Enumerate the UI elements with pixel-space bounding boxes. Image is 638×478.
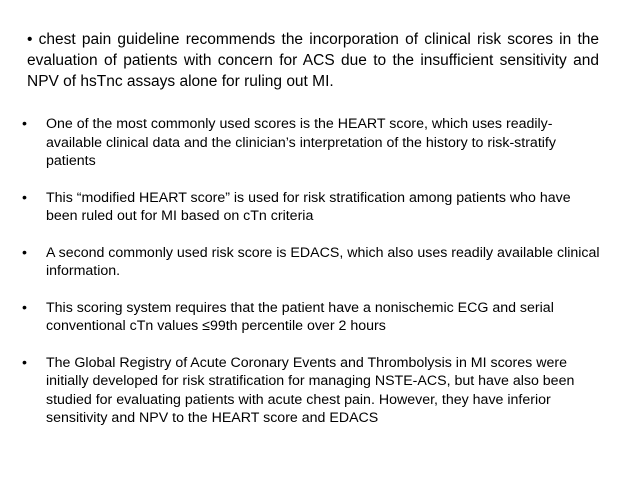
bullet-text: This scoring system requires that the patient have a nonischemic ECG and serial conventional cTn values ≤99th percentile over 2 hours [46,299,554,334]
bullet-item-edacs [22,244,602,281]
bullet-icon: • [22,299,27,316]
bullet-text: One of the most commonly used scores is the HEART score, which uses readily-available clinical data and the clinician’s interpretation of the history to risk-stratify patients [46,116,556,169]
bullet-text: The Global Registry of Acute Coronary Events and Thrombolysis in MI scores were initially developed for risk stratification for managing NSTE-ACS, but have also been studied for evaluating patients with acute chest pain. However, they have inferior sensitivity and NPV to the HEART score and EDACS [46,354,575,426]
bullet-icon: • [22,189,27,206]
bullet-text: This “modified HEART score” is used for risk stratification among patients who have been ruled out for MI based on cTn criteria [46,189,571,224]
bullet-item-heart-score [22,115,602,171]
bullet-item-scoring-requirements [22,299,602,336]
bullet-icon: • [22,354,27,371]
bullet-list [22,115,602,446]
bullet-icon: • [22,116,27,132]
bullet-item-modified-heart [22,189,602,226]
bullet-icon: • [22,244,27,261]
bullet-text: A second commonly used risk score is EDACS, which also uses readily available clinical information. [46,244,600,279]
intro-paragraph: • chest pain guideline recommends the incorporation of clinical risk scores in the evaluation of patients with concern for ACS due to the insufficient sensitivity and NPV of hsTnc assays alone for ruling out MI. [27,31,599,90]
bullet-item-grace-timi [22,354,602,428]
